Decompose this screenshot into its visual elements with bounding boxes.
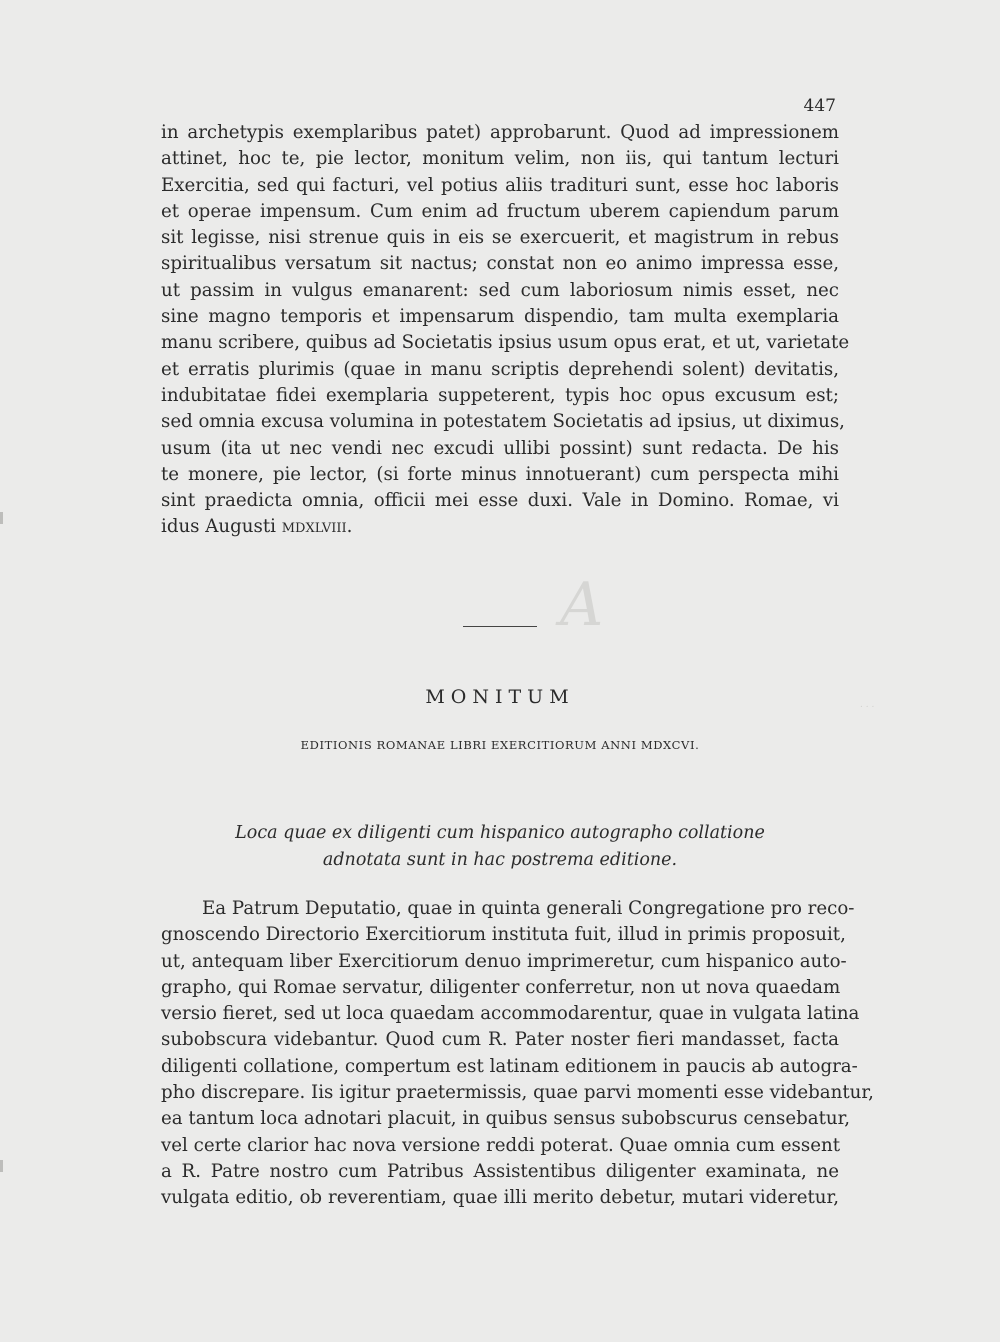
date-prefix: idus Augusti — [161, 516, 282, 538]
text-line: attinet, hoc te, pie lector, monitum velim, non iis, qui tantum lecturi — [161, 148, 839, 170]
text-line: ut passim in vulgus emanarent: sed cum laboriosum nimis esset, nec — [161, 279, 839, 301]
text-line: pho discrepare. Iis igitur praetermissis, quae parvi momenti esse videbantur, — [161, 1082, 874, 1104]
text-line: versio fieret, sed ut loca quaedam accommodarentur, quae in vulgata latina — [161, 1003, 860, 1025]
text-line: sine magno temporis et impensarum dispendio, tam multa exemplaria — [161, 306, 839, 328]
section-title: MONITUM — [425, 686, 575, 708]
text-line: vel certe clarior hac nova versione reddi poterat. Quae omnia cum essent — [161, 1134, 841, 1156]
text-line: et erratis plurimis (quae in manu scriptis deprehendi solent) devitatis, — [161, 358, 839, 380]
italic-note-line: Loca quae ex diligenti cum hispanico autographo collatione — [235, 823, 765, 843]
text-line: ea tantum loca adnotari placuit, in quibus sensus subobscurus censebatur, — [161, 1108, 851, 1130]
text-line: sed omnia excusa volumina in potestatem Societatis ad ipsius, ut diximus, — [161, 411, 845, 433]
text-line: grapho, qui Romae servatur, diligenter conferretur, non ut nova quaedam — [161, 976, 841, 998]
section-subtitle: EDITIONIS ROMANAE LIBRI EXERCITIORUM ANNI MDXCVI. — [300, 738, 700, 752]
section-divider — [463, 626, 537, 627]
text-line: sint praedicta omnia, officii mei esse duxi. Vale in Domino. Romae, vi — [161, 490, 839, 512]
bleed-through-decoration: A — [560, 570, 604, 640]
italic-note-line: adnotata sunt in hac postrema editione. — [322, 850, 678, 870]
text-line: gnoscendo Directorio Exercitiorum instituta fuit, illud in primis proposuit, — [161, 924, 846, 946]
body-text-block — [161, 896, 874, 1212]
text-line: diligenti collatione, compertum est latinam editionem in paucis ab autogra- — [161, 1055, 858, 1077]
previous-text-block — [161, 120, 850, 541]
text-line: ut, antequam liber Exercitiorum denuo imprimeretur, cum hispanico auto- — [161, 950, 847, 972]
text-line-last — [161, 514, 839, 540]
text-line: vulgata editio, ob reverentiam, quae illi merito debetur, mutari videretur, — [161, 1187, 839, 1209]
page-number: 447 — [803, 96, 836, 116]
bleed-through-decoration: . . . — [860, 700, 875, 710]
text-line: a R. Patre nostro cum Patribus Assistentibus diligenter examinata, ne — [161, 1160, 839, 1182]
italic-note — [0, 820, 1000, 874]
text-line: Ea Patrum Deputatio, quae in quinta generali Congregatione pro reco- — [202, 898, 855, 919]
text-line: et operae impensum. Cum enim ad fructum uberem capiendum parum — [161, 200, 839, 222]
text-line: manu scribere, quibus ad Societatis ipsius usum opus erat, et ut, varietate — [161, 332, 850, 354]
text-line: Exercitia, sed qui facturi, vel potius aliis tradituri sunt, esse hoc laboris — [161, 174, 839, 196]
text-line: usum (ita ut nec vendi nec excudi ullibi possint) sunt redacta. De his — [161, 437, 839, 459]
text-line: spiritualibus versatum sit nactus; constat non eo animo impressa esse, — [161, 253, 839, 275]
text-line: te monere, pie lector, (si forte minus innotuerant) cum perspecta mihi — [161, 463, 839, 485]
text-line: in archetypis exemplaribus patet) approbarunt. Quod ad impressionem — [161, 122, 839, 143]
text-line: subobscura videbantur. Quod cum R. Pater noster fieri mandasset, facta — [161, 1029, 839, 1051]
page-edge-mark — [0, 512, 3, 524]
text-line: indubitatae fidei exemplaria suppeterent, typis hoc opus excusum est; — [161, 384, 839, 406]
page-edge-mark — [0, 1160, 3, 1172]
text-line: sit legisse, nisi strenue quis in eis se exercuerit, et magistrum in rebus — [161, 227, 839, 249]
date-roman-numeral: mdxlviii. — [281, 516, 353, 538]
